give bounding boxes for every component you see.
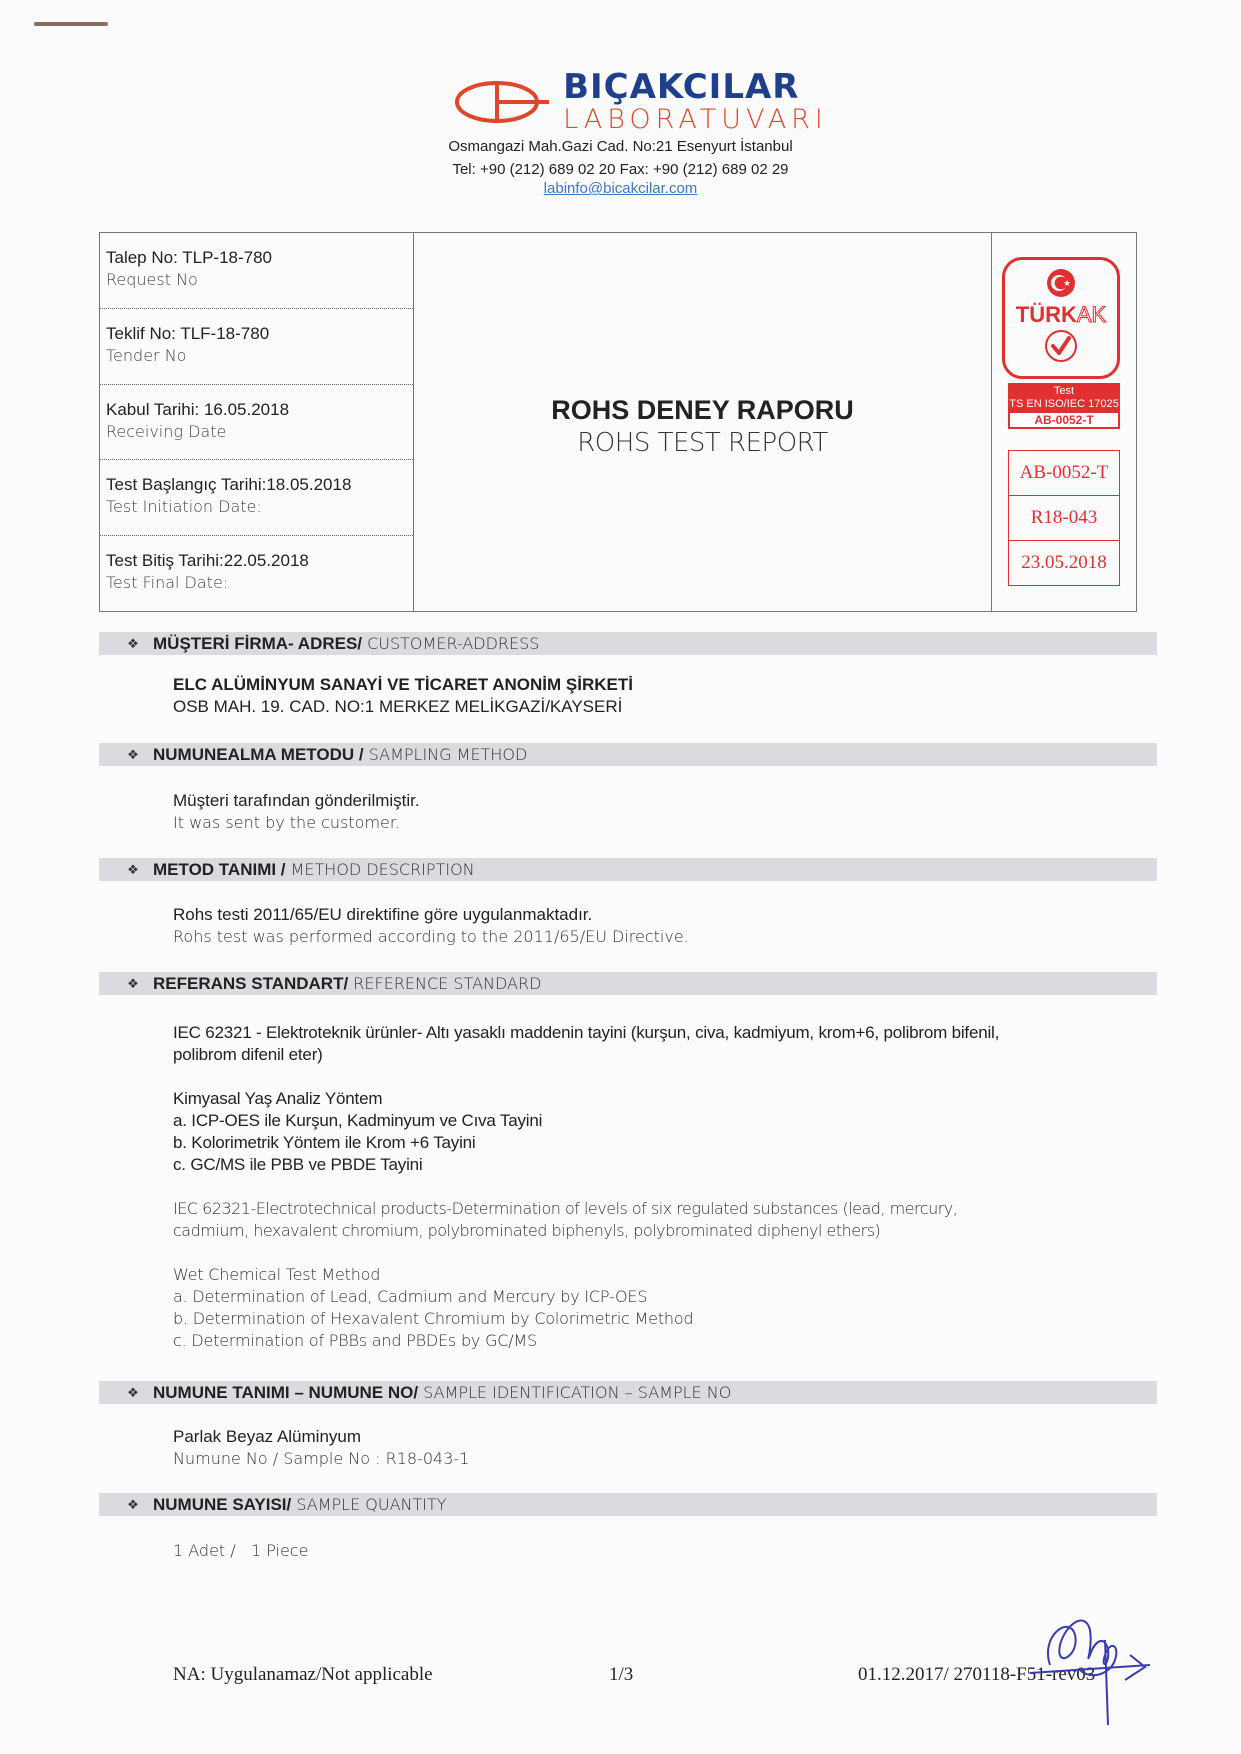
report-title-tr: ROHS DENEY RAPORU xyxy=(551,394,854,425)
sampling-text-en: It was sent by the customer. xyxy=(173,813,401,832)
info-fields xyxy=(100,233,414,611)
section-header-method xyxy=(99,858,1157,881)
request-no-cell xyxy=(100,233,413,309)
signature-icon xyxy=(1030,1595,1160,1725)
logo-row xyxy=(40,67,1241,135)
section-title-en: REFERENCE STANDARD xyxy=(348,973,542,993)
section-title-tr: NUMUNE SAYISI/ xyxy=(153,1494,292,1514)
diamond-bullet-icon: ❖ xyxy=(127,975,139,991)
diamond-bullet-icon: ❖ xyxy=(127,746,139,762)
customer-block xyxy=(173,674,633,718)
reference-method-en-title: Wet Chemical Test Method xyxy=(173,1265,381,1284)
request-no: Talep No: TLP-18-780 xyxy=(106,248,273,267)
section-title-tr: NUMUNE TANIMI – NUMUNE NO/ xyxy=(153,1382,419,1402)
accreditation-standard: TS EN ISO/IEC 17025 xyxy=(1009,398,1119,410)
reference-method-en-item: b. Determination of Hexavalent Chromium by Colorimetric Method xyxy=(173,1309,694,1328)
turkak-logo xyxy=(1002,257,1120,379)
report-title-en: ROHS TEST REPORT xyxy=(577,427,828,458)
check-circle-icon xyxy=(1044,329,1078,363)
letterhead xyxy=(0,67,1241,198)
accreditation-code: AB-0052-T xyxy=(1010,413,1118,427)
sample-number: Numune No / Sample No : R18-043-1 xyxy=(173,1449,470,1468)
company-logo-icon xyxy=(453,79,553,125)
footer-na-note: NA: Uygulanamaz/Not applicable xyxy=(173,1664,433,1685)
document-code: 01.12.2017/ 270118-F51-rev03 xyxy=(858,1664,1096,1685)
section-title-tr: NUMUNEALMA METODU / xyxy=(153,744,364,764)
section-header-quantity xyxy=(99,1493,1157,1516)
section-header-sample-id xyxy=(99,1381,1157,1404)
receiving-date-label-en: Receiving Date xyxy=(106,421,227,441)
sampling-text-tr: Müşteri tarafından gönderilmiştir. xyxy=(173,791,420,810)
page-number: 1/3 xyxy=(609,1664,634,1685)
accreditation-badge xyxy=(1008,383,1120,429)
reference-std-en-line1: IEC 62321-Electrotechnical products-Determination of levels of six regulated substances (lead, mercury, xyxy=(173,1199,958,1218)
customer-address: OSB MAH. 19. CAD. NO:1 MERKEZ MELİKGAZİ/KAYSERİ xyxy=(173,697,623,716)
company-address: Osmangazi Mah.Gazi Cad. No:21 Esenyurt İstanbul xyxy=(448,138,793,155)
reference-std-tr-line1: IEC 62321 - Elektroteknik ürünler- Altı yasaklı maddenin tayini (kurşun, civa, kadmiyum, krom+6, polibrom bifenil, xyxy=(173,1023,1000,1042)
turkak-word-b: AK xyxy=(1076,302,1107,327)
sample-id-block xyxy=(173,1426,469,1470)
section-title-tr: REFERANS STANDART/ xyxy=(153,973,349,993)
section-title-en: CUSTOMER-ADDRESS xyxy=(362,633,540,653)
section-title-en: SAMPLE QUANTITY xyxy=(291,1494,447,1514)
tender-no: Teklif No: TLF-18-780 xyxy=(106,323,270,343)
test-initiation-date: Test Başlangıç Tarihi:18.05.2018 xyxy=(106,475,352,495)
section-title-tr: METOD TANIMI / xyxy=(153,859,286,879)
company-phone: Tel: +90 (212) 689 02 20 Fax: +90 (212) 689 02 29 xyxy=(452,161,789,178)
brand xyxy=(563,67,828,135)
brand-name: BIÇAKCILAR xyxy=(563,67,800,107)
section-title-en: METHOD DESCRIPTION xyxy=(285,859,475,879)
customer-company: ELC ALÜMİNYUM SANAYİ VE TİCARET ANONİM ŞİRKETİ xyxy=(173,675,633,694)
reference-block xyxy=(173,1022,999,1352)
stamp-date: 23.05.2018 xyxy=(1021,552,1107,573)
tender-no-cell xyxy=(100,309,413,385)
reference-method-tr-item: a. ICP-OES ile Kurşun, Kadminyum ve Cıva Tayini xyxy=(173,1111,543,1130)
reference-std-en-line2: cadmium, hexavalent chromium, polybrominated biphenyls, polybrominated diphenyl ethers) xyxy=(173,1221,881,1240)
reference-method-en-item: c. Determination of PBBs and PBDEs by GC/MS xyxy=(173,1331,537,1350)
accreditation-cell xyxy=(992,233,1136,611)
receiving-date-cell xyxy=(100,385,413,461)
reference-method-tr-title: Kimyasal Yaş Analiz Yöntem xyxy=(173,1089,383,1108)
test-final-date: Test Bitiş Tarihi:22.05.2018 xyxy=(106,551,309,571)
sampling-block xyxy=(173,790,420,834)
section-title-en: SAMPLE IDENTIFICATION – SAMPLE NO xyxy=(418,1382,732,1402)
brand-sub: LABORATUVARI xyxy=(563,104,828,135)
reference-std-tr-line2: polibrom difenil eter) xyxy=(173,1045,323,1064)
method-block xyxy=(173,904,689,948)
sample-quantity: 1 Adet / 1 Piece xyxy=(173,1541,309,1560)
company-email-link[interactable]: labinfo@bicakcilar.com xyxy=(543,180,698,197)
turkak-word-a: TÜRK xyxy=(1015,302,1077,327)
section-header-customer xyxy=(99,632,1157,655)
method-text-tr: Rohs testi 2011/65/EU direktifine göre uygulanmaktadır. xyxy=(173,905,593,924)
diamond-bullet-icon: ❖ xyxy=(127,635,139,651)
request-no-label-en: Request No xyxy=(106,270,198,289)
tender-no-label-en: Tender No xyxy=(106,345,187,365)
turkak-wordmark xyxy=(1005,303,1117,327)
receiving-date: Kabul Tarihi: 16.05.2018 xyxy=(106,399,290,419)
reference-method-en-item: a. Determination of Lead, Cadmium and Mercury by ICP-OES xyxy=(173,1287,648,1306)
accreditation-label: Test xyxy=(1053,385,1075,397)
report-info-table xyxy=(99,232,1137,612)
reference-method-tr-item: b. Kolorimetrik Yöntem ile Krom +6 Tayini xyxy=(173,1133,476,1152)
method-text-en: Rohs test was performed according to the 2011/65/EU Directive. xyxy=(173,927,689,946)
diamond-bullet-icon: ❖ xyxy=(127,1496,139,1512)
test-initiation-label-en: Test Initiation Date: xyxy=(106,497,262,517)
diamond-bullet-icon: ❖ xyxy=(127,861,139,877)
section-title-en: SAMPLING METHOD xyxy=(363,744,528,764)
test-final-label-en: Test Final Date: xyxy=(106,573,229,593)
section-header-sampling xyxy=(99,743,1157,766)
section-title-tr: MÜŞTERİ FİRMA- ADRES/ xyxy=(153,633,363,653)
stamp-report-no: R18-043 xyxy=(1009,496,1119,541)
sample-name: Parlak Beyaz Alüminyum xyxy=(173,1427,362,1446)
diamond-bullet-icon: ❖ xyxy=(127,1384,139,1400)
crescent-star-icon xyxy=(1046,268,1076,298)
section-header-reference xyxy=(99,972,1157,995)
reference-method-tr-item: c. GC/MS ile PBB ve PBDE Tayini xyxy=(173,1155,423,1174)
report-stamp xyxy=(1008,450,1120,586)
test-initiation-cell xyxy=(100,460,413,536)
test-final-cell xyxy=(100,536,413,611)
report-title-cell xyxy=(414,233,992,611)
stamp-accreditation-no: AB-0052-T xyxy=(1009,451,1119,496)
scan-artifact xyxy=(34,22,108,26)
